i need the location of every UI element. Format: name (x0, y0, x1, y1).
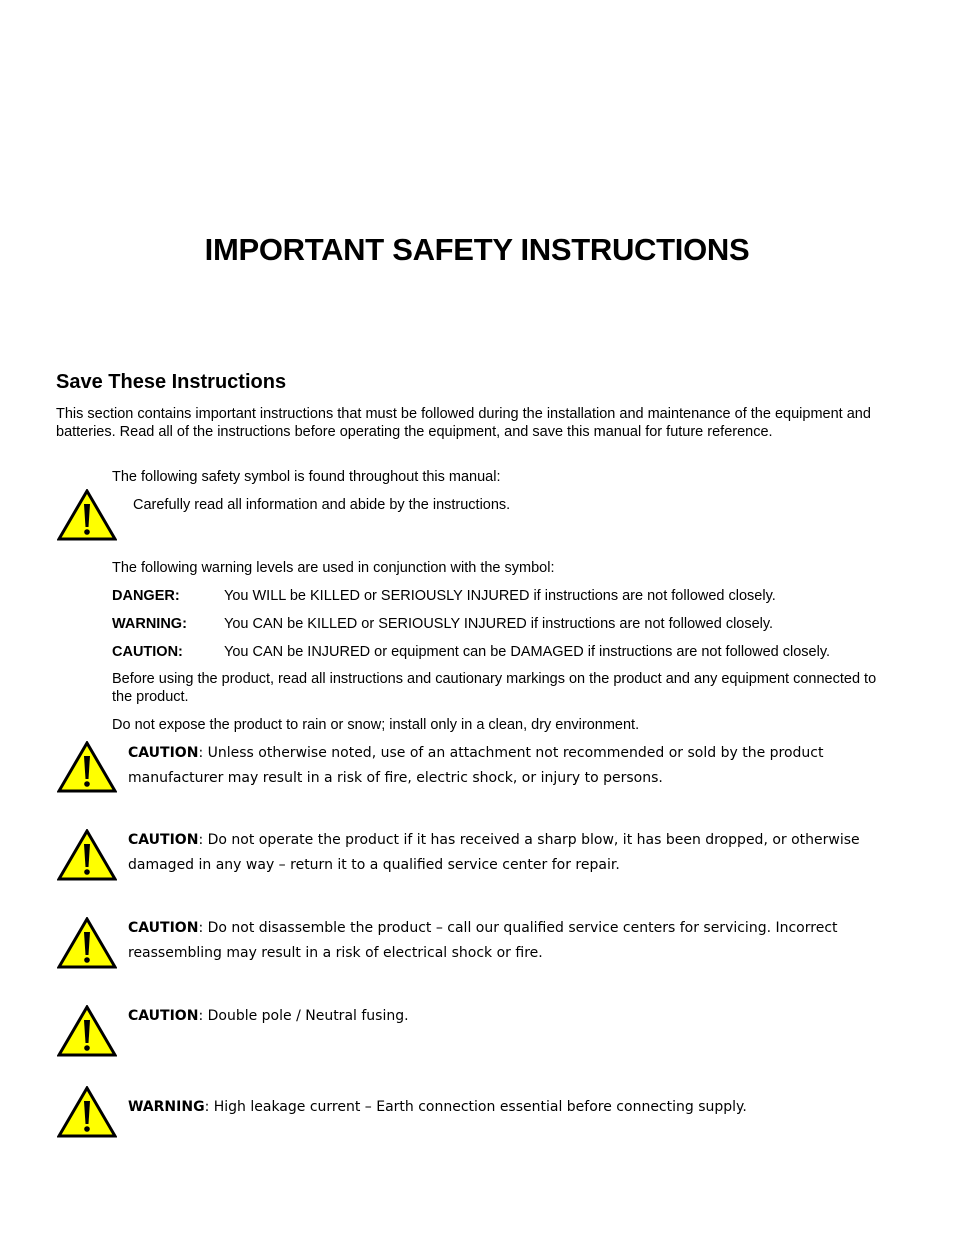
notice-level: CAUTION (128, 832, 199, 848)
warning-notice (128, 1095, 888, 1120)
notice-level: CAUTION (128, 920, 199, 936)
level-text: You CAN be INJURED or equipment can be DAMAGED if instructions are not followed closely. (224, 644, 831, 660)
warning-triangle-icon (57, 489, 117, 541)
notice-level: WARNING (128, 1099, 205, 1115)
notice-level: CAUTION (128, 1008, 199, 1024)
notice-text: : Unless otherwise noted, use of an attachment not recommended or sold by the product manufacturer may result in a risk of fire, electric shock, or injury to persons. (128, 745, 824, 786)
warning-triangle-icon (57, 829, 117, 881)
caution-notice (128, 1004, 888, 1029)
level-text: You WILL be KILLED or SERIOUSLY INJURED if instructions are not followed closely. (224, 588, 776, 604)
section-heading: Save These Instructions (56, 371, 287, 393)
caution-notice (128, 828, 888, 878)
level-name: WARNING: (112, 616, 187, 632)
level-name: CAUTION: (112, 644, 183, 660)
warning-triangle-icon (57, 917, 117, 969)
symbol-meaning: Carefully read all information and abide by the instructions. (133, 497, 511, 513)
level-row-danger (112, 587, 776, 605)
notice-text: : Double pole / Neutral fusing. (198, 1008, 409, 1024)
notice-text: : High leakage current – Earth connection essential before connecting supply. (204, 1099, 747, 1115)
levels-intro: The following warning levels are used in conjunction with the symbol: (112, 560, 555, 576)
level-name: DANGER: (112, 588, 180, 604)
notice-text: : Do not disassemble the product – call our qualified service centers for servicing. Incorrect reassembling may result in a risk of electrical shock or fire. (128, 920, 838, 961)
level-row-warning (112, 615, 773, 633)
caution-notice (128, 741, 888, 791)
notice-text: : Do not operate the product if it has received a sharp blow, it has been dropped, or otherwise damaged in any way – return it to a qualified service center for repair. (128, 832, 860, 873)
warning-triangle-icon (57, 741, 117, 793)
notice-level: CAUTION (128, 745, 199, 761)
caution-notice (128, 916, 888, 966)
symbol-intro: The following safety symbol is found throughout this manual: (112, 469, 501, 485)
do-not-expose-paragraph: Do not expose the product to rain or snow; install only in a clean, dry environment. (112, 717, 640, 733)
page-title: IMPORTANT SAFETY INSTRUCTIONS (204, 232, 750, 267)
level-text: You CAN be KILLED or SERIOUSLY INJURED if instructions are not followed closely. (224, 616, 774, 632)
intro-paragraph: This section contains important instructions that must be followed during the installation and maintenance of the equipment and batteries. Read all of the instructions before operating the equipment, and save this manual for future reference. (56, 406, 871, 440)
warning-triangle-icon (57, 1005, 117, 1057)
level-row-caution (112, 643, 830, 661)
before-using-paragraph: Before using the product, read all instructions and cautionary markings on the product and any equipment connected to the product. (112, 671, 877, 705)
warning-triangle-icon (57, 1086, 117, 1138)
